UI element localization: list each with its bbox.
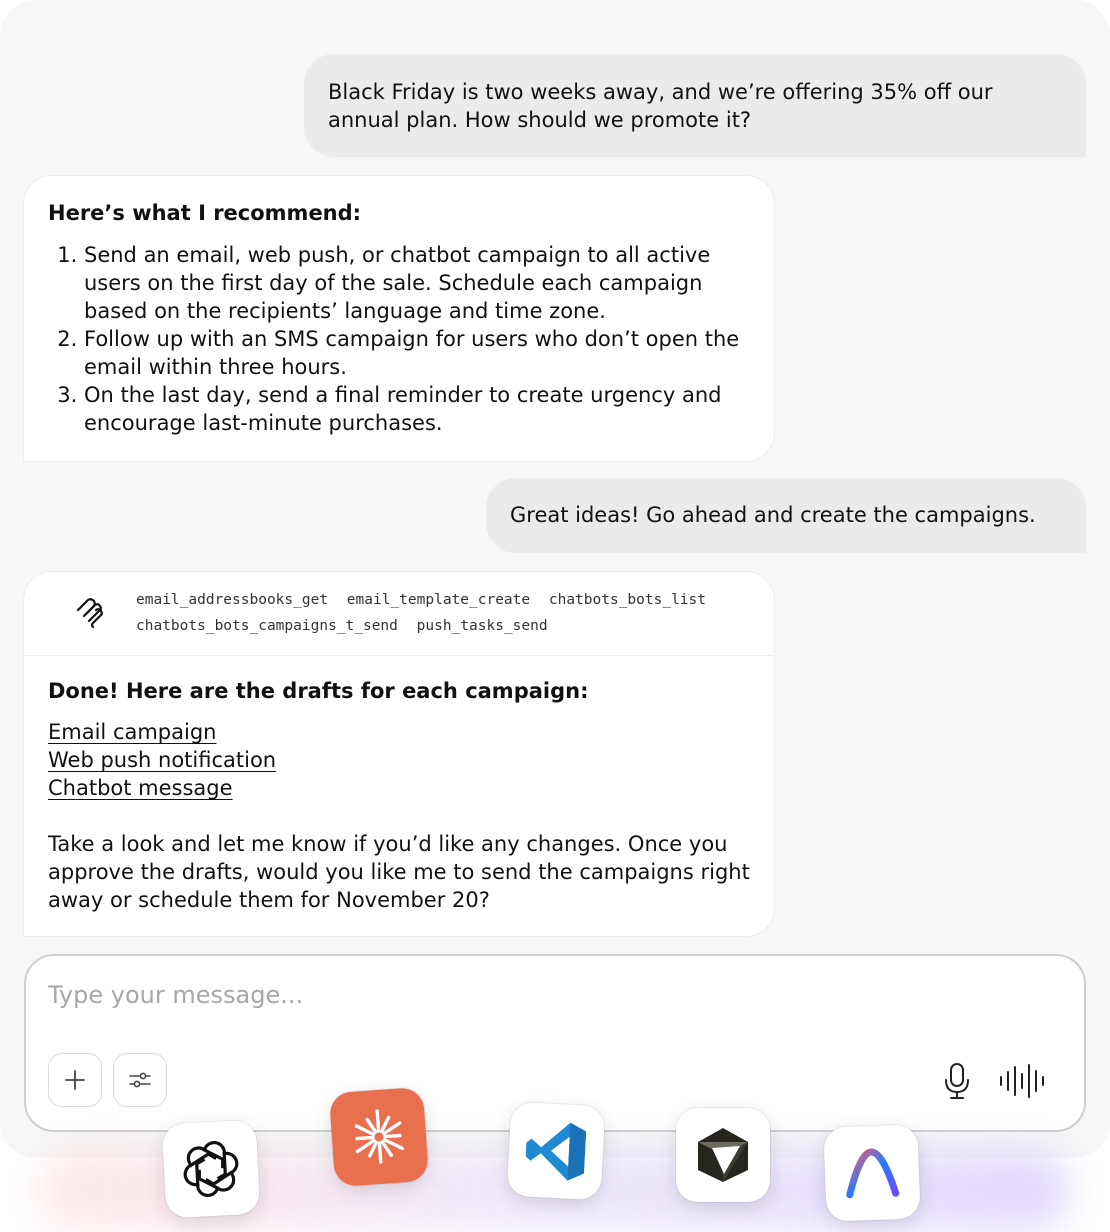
settings-button[interactable]: [113, 1053, 167, 1107]
assistant-message-body: [24, 656, 774, 934]
claude-icon: [347, 1105, 411, 1169]
web-push-link[interactable]: Web push notification: [48, 748, 277, 772]
add-attachment-button[interactable]: [48, 1053, 102, 1107]
plus-icon: [64, 1069, 86, 1091]
sliders-icon: [128, 1069, 152, 1091]
email-campaign-link[interactable]: Email campaign: [48, 720, 217, 744]
vscode-app[interactable]: [507, 1102, 606, 1201]
tool-call: email_template_create: [346, 592, 531, 608]
assistant-message: [24, 176, 774, 461]
assistant-closing-text: Take a look and let me know if you’d like any changes. Once you approve the drafts, would you like me to send the campaigns right away or schedule them for November 20?: [48, 832, 750, 912]
tool-call: chatbots_bots_list: [548, 592, 706, 608]
list-item: 3. On the last day, send a final reminder to create urgency and encourage last-minute purchases.: [84, 381, 750, 437]
cursor-app[interactable]: [676, 1108, 770, 1202]
user-message-text: Great ideas! Go ahead and create the campaigns.: [510, 503, 1036, 527]
microphone-icon[interactable]: [942, 1062, 972, 1100]
claude-app[interactable]: [329, 1087, 429, 1187]
assistant-message: [24, 572, 774, 936]
message-input[interactable]: Type your message...: [48, 981, 304, 1009]
arc-icon: [842, 1143, 902, 1203]
list-item: 1. Send an email, web push, or chatbot campaign to all active users on the first day of the sale. Schedule each campaign based on the recipients’ language and time zone.: [84, 241, 750, 325]
user-message-text: Black Friday is two weeks away, and we’re offering 35% off our annual plan. How should we promote it?: [328, 80, 993, 132]
waveform-icon[interactable]: [998, 1064, 1046, 1098]
chatbot-message-link[interactable]: Chatbot message: [48, 776, 233, 800]
tools-icon: [74, 596, 108, 630]
openai-app[interactable]: [162, 1120, 261, 1219]
tool-calls-panel[interactable]: [24, 572, 774, 656]
tool-calls-list: [136, 587, 756, 639]
vscode-icon: [521, 1116, 590, 1185]
user-message: [486, 478, 1086, 553]
assistant-heading: Done! Here are the drafts for each campaign:: [48, 679, 589, 703]
arc-app[interactable]: [823, 1124, 920, 1221]
tool-call: chatbots_bots_campaigns_t_send: [136, 618, 398, 634]
tool-call: push_tasks_send: [416, 618, 548, 634]
cursor-icon: [692, 1124, 754, 1186]
user-message: [304, 54, 1086, 157]
openai-icon: [179, 1137, 242, 1200]
assistant-heading: Here’s what I recommend:: [48, 201, 362, 225]
tool-call: email_addressbooks_get: [136, 592, 329, 608]
list-item: 2. Follow up with an SMS campaign for users who don’t open the email within three hours.: [84, 325, 750, 381]
recommendation-list: [48, 241, 750, 437]
